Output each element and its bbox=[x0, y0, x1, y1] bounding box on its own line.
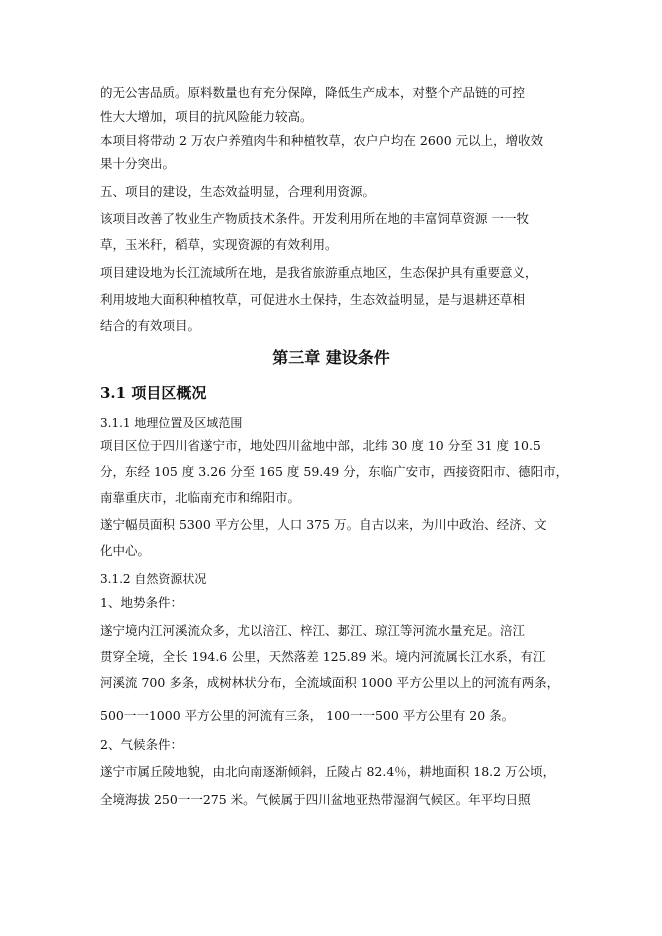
text-line: 草，玉米秆，稻草，实现资源的有效利用。 bbox=[100, 237, 338, 252]
text-line: 五、项目的建设，生态效益明显，合理利用资源。 bbox=[100, 184, 376, 199]
text-line: 的无公害品质。原料数量也有充分保障，降低生产成本，对整个产品链的可控 bbox=[100, 85, 526, 100]
text-line: 项目区位于四川省遂宁市，地处四川盆地中部，北纬 30 度 10 分至 31 度 10.5 bbox=[100, 438, 541, 453]
subsection-heading: 3.1.1 地理位置及区域范围 bbox=[100, 416, 243, 430]
text-line: 南靠重庆市，北临南充市和绵阳市。 bbox=[100, 490, 301, 505]
list-heading: 2、气候条件： bbox=[100, 737, 183, 752]
text-line: 利用坡地大面积种植牧草，可促进水土保持，生态效益明显，是与退耕还草相 bbox=[100, 292, 526, 307]
text-line: 500一一1000 平方公里的河流有三条， 100一一500 平方公里有 20 条。 bbox=[100, 708, 515, 723]
text-line: 化中心。 bbox=[100, 543, 151, 558]
text-line: 该项目改善了牧业生产物质技术条件。开发利用所在地的丰富饲草资源 一一牧 bbox=[100, 211, 529, 226]
text-line: 分，东经 105 度 3.26 分至 165 度 59.49 分，东临广安市，西接资阳市、德阳市， bbox=[100, 464, 569, 479]
text-line: 全境海拔 250一一275 米。气候属于四川盆地亚热带湿润气候区。年平均日照 bbox=[100, 792, 531, 807]
text-line: 遂宁市属丘陵地貌，由北向南逐渐倾斜，丘陵占 82.4％，耕地面积 18.2 万公顷， bbox=[100, 764, 556, 779]
text-line: 河溪流 700 多条，成树林状分布，全流域面积 1000 平方公里以上的河流有两条， bbox=[100, 675, 560, 690]
text-line: 本项目将带动 2 万农户养殖肉牛和种植牧草，农户户均在 2600 元以上，增收效 bbox=[100, 133, 544, 148]
text-line: 项目建设地为长江流域所在地，是我省旅游重点地区，生态保护具有重要意义， bbox=[100, 265, 538, 280]
text-line: 果十分突出。 bbox=[100, 156, 176, 171]
text-line: 结合的有效项目。 bbox=[100, 318, 201, 333]
text-line: 遂宁境内江河溪流众多，尤以涪江、梓江、郪江、琼江等河流水量充足。涪江 bbox=[100, 623, 526, 638]
subsection-heading: 3.1.2 自然资源状况 bbox=[100, 572, 207, 586]
section-heading: 3.1 项目区概况 bbox=[100, 384, 207, 402]
text-line: 遂宁幅员面积 5300 平方公里，人口 375 万。自古以来，为川中政治、经济、文 bbox=[100, 517, 547, 532]
text-line: 贯穿全境，全长 194.6 公里，天然落差 125.89 米。境内河流属长江水系，有江 bbox=[100, 649, 546, 664]
text-line: 性大大增加，项目的抗风险能力较高。 bbox=[100, 109, 313, 124]
chapter-title: 第三章 建设条件 bbox=[272, 348, 390, 367]
list-heading: 1、地势条件： bbox=[100, 595, 183, 610]
